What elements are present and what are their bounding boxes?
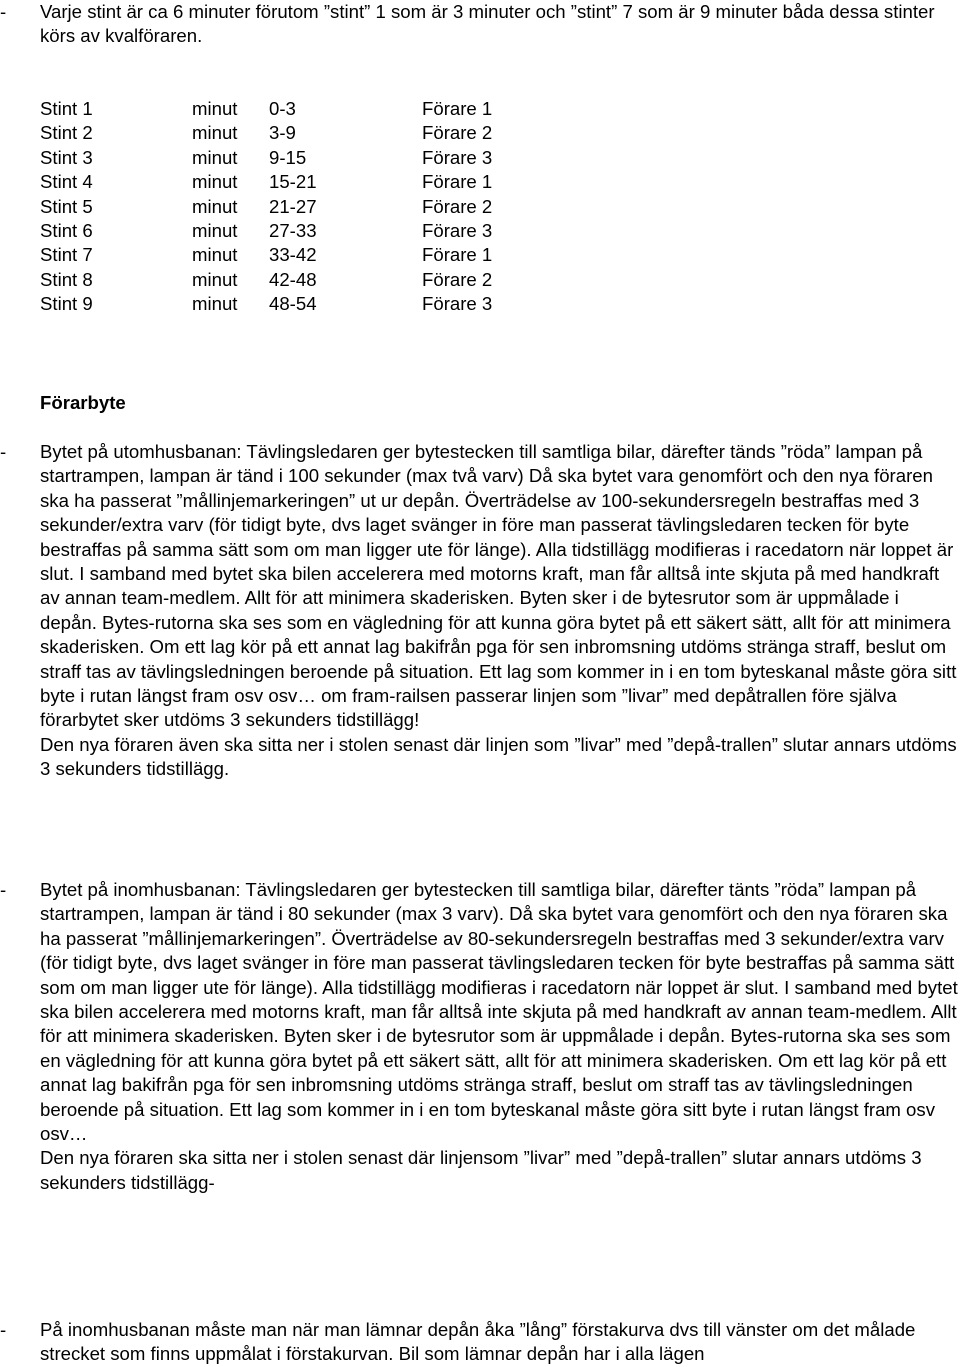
section-heading: Förarbyte — [40, 392, 126, 413]
stint-row — [40, 170, 542, 194]
bullet-dash: - — [0, 1, 7, 22]
intro-text: Varje stint är ca 6 minuter förutom ”stint” 1 som är 3 minuter och ”stint” 7 som är 9 minuter båda dessa stinter körs av kvalföraren. — [40, 1, 935, 47]
minut-cell: minut — [192, 171, 238, 193]
pit-exit-text: På inomhusbanan måste man när man lämnar depån åka ”lång” förstakurva dvs till vänster om det målade strecket som finns uppmålat i förstakurvan. Bil som lämnar depån har i alla lägen — [40, 1319, 916, 1365]
minute-range-cell: 21-27 — [269, 195, 317, 217]
minute-range-cell: 27-33 — [269, 220, 317, 242]
outdoor-change-text: Bytet på utomhusbanan: Tävlingsledaren ger bytestecken till samtliga bilar, därefter tänds ”röda” lampan på startrampen, lampan är tänd i 100 sekunder (max två varv) Då ska bytet vara genomfört och den nya föraren ska ha passerat ”mållinjemarkeringen” ut ur depån. Överträdelse av 100-sekundersregeln bestraffas med 3 sekunder/extra varv (för tidigt byte, dvs laget svänger in före man passerat tävlingsledaren tecken för byte bestraffas på samma sätt som om man ligger ute för länge). Alla tidstillägg modifieras i racedatorn när loppet är slut. I samband med bytet ska bilen accelerera med motorns kraft, man får alltså inte skjuta på med handkraft av annan team-medlem. Allt för att minimera skaderisken. Byten sker i de bytesrutor som är uppmålade i depån. Bytes-rutorna ska ses som en vägledning för att kunna göra bytet på ett säkert sätt, allt för att minimera skaderisken. Om ett lag kör på ett annat lag bakifrån pga för sen inbromsning utdöms stränga straff, beslut om straff tas av tävlingsledningen beroende på situation. Ett lag som kommer in i en tom byteskanal måste göra sitt byte i rutan längst fram osv osv… om fram-railsen passerar linjen som ”livar” med depåtrallen före själva förarbytet sker utdöms 3 sekunders tidstillägg! — [40, 441, 957, 731]
minut-cell: minut — [192, 146, 238, 168]
indoor-change-text: Bytet på inomhusbanan: Tävlingsledaren ger bytestecken till samtliga bilar, därefter tänts ”röda” lampan på startrampen, lampan är tänd i 80 sekunder (max 3 varv). Då ska bytet vara genomfört och den nya föraren ska ha passerat ”mållinjemarkeringen”. Överträdelse av 80-sekundersregeln bestraffas med 3 sekunder/extra varv (för tidigt byte, dvs laget svänger in före man passerat tävlingsledaren tecken för byte bestraffas på samma sätt som om man ligger ute för länge). Alla tidstillägg modifieras i racedatorn när loppet är slut. I samband med bytet ska bilen accelerera med motorns kraft, man får alltså inte skjuta på med handkraft av annan team-medlem. Allt för att minimera skaderisken. Byten sker i de bytesrutor som är uppmålade i depån. Bytes-rutorna ska ses som en vägledning för att kunna göra bytet på ett säkert sätt, allt för att minimera skaderisken. Om ett lag kör på ett annat lag bakifrån pga för sen inbromsning utdöms stränga straff, beslut om straff tas av tävlingsledningen beroende på situation. Ett lag som kommer in i en tom byteskanal måste göra sitt byte i rutan längst fram osv osv… — [40, 879, 958, 1145]
minute-range-cell: 33-42 — [269, 244, 317, 266]
driver-cell: Förare 2 — [422, 122, 493, 144]
stint-row — [40, 219, 542, 243]
indoor-seat-rule-text: Den nya föraren ska sitta ner i stolen senast där linjensom ”livar” med ”depå-trallen” slutar annars utdöms 3 sekunders tidstillägg- — [40, 1147, 922, 1193]
stint-row — [40, 195, 542, 219]
stint-row — [40, 121, 542, 145]
intro-item — [0, 0, 960, 49]
stint-cell: Stint 1 — [40, 98, 93, 119]
minut-cell: minut — [192, 244, 238, 266]
stint-cell: Stint 7 — [40, 244, 93, 266]
minut-cell: minut — [192, 220, 238, 242]
bullet-dash: - — [0, 1319, 7, 1340]
bullet-dash: - — [0, 879, 7, 900]
minute-range-cell: 42-48 — [269, 268, 317, 290]
outdoor-change-item — [0, 440, 960, 782]
bullet-dash: - — [0, 441, 7, 462]
minute-range-cell: 15-21 — [269, 171, 317, 193]
driver-cell: Förare 3 — [422, 146, 493, 168]
driver-cell: Förare 1 — [422, 244, 493, 266]
minut-cell: minut — [192, 195, 238, 217]
minut-cell: minut — [192, 122, 238, 144]
stint-cell: Stint 4 — [40, 171, 93, 193]
stint-cell: Stint 2 — [40, 122, 93, 144]
driver-cell: Förare 3 — [422, 293, 493, 315]
minute-range-cell: 9-15 — [269, 146, 307, 168]
stint-table — [40, 97, 542, 317]
stint-row — [40, 97, 542, 121]
minut-cell: minut — [192, 98, 238, 119]
minut-cell: minut — [192, 268, 238, 290]
indoor-change-item — [0, 878, 960, 1195]
stint-row — [40, 268, 542, 292]
driver-cell: Förare 2 — [422, 195, 493, 217]
minut-cell: minut — [192, 293, 238, 315]
driver-cell: Förare 1 — [422, 171, 493, 193]
pit-exit-item — [0, 1318, 960, 1367]
stint-row — [40, 146, 542, 170]
stint-cell: Stint 9 — [40, 293, 93, 315]
stint-row — [40, 243, 542, 267]
stint-row — [40, 292, 542, 316]
stint-cell: Stint 3 — [40, 146, 93, 168]
minute-range-cell: 0-3 — [269, 98, 296, 119]
minute-range-cell: 3-9 — [269, 122, 296, 144]
driver-cell: Förare 3 — [422, 220, 493, 242]
stint-cell: Stint 8 — [40, 268, 93, 290]
stint-table-body — [40, 97, 542, 317]
stint-cell: Stint 6 — [40, 220, 93, 242]
stint-cell: Stint 5 — [40, 195, 93, 217]
outdoor-seat-rule-text: Den nya föraren även ska sitta ner i stolen senast där linjen som ”livar” med ”depå-trallen” slutar annars utdöms 3 sekunders tidstillägg. — [40, 733, 957, 780]
driver-cell: Förare 2 — [422, 268, 493, 290]
driver-cell: Förare 1 — [422, 98, 493, 119]
minute-range-cell: 48-54 — [269, 293, 317, 315]
